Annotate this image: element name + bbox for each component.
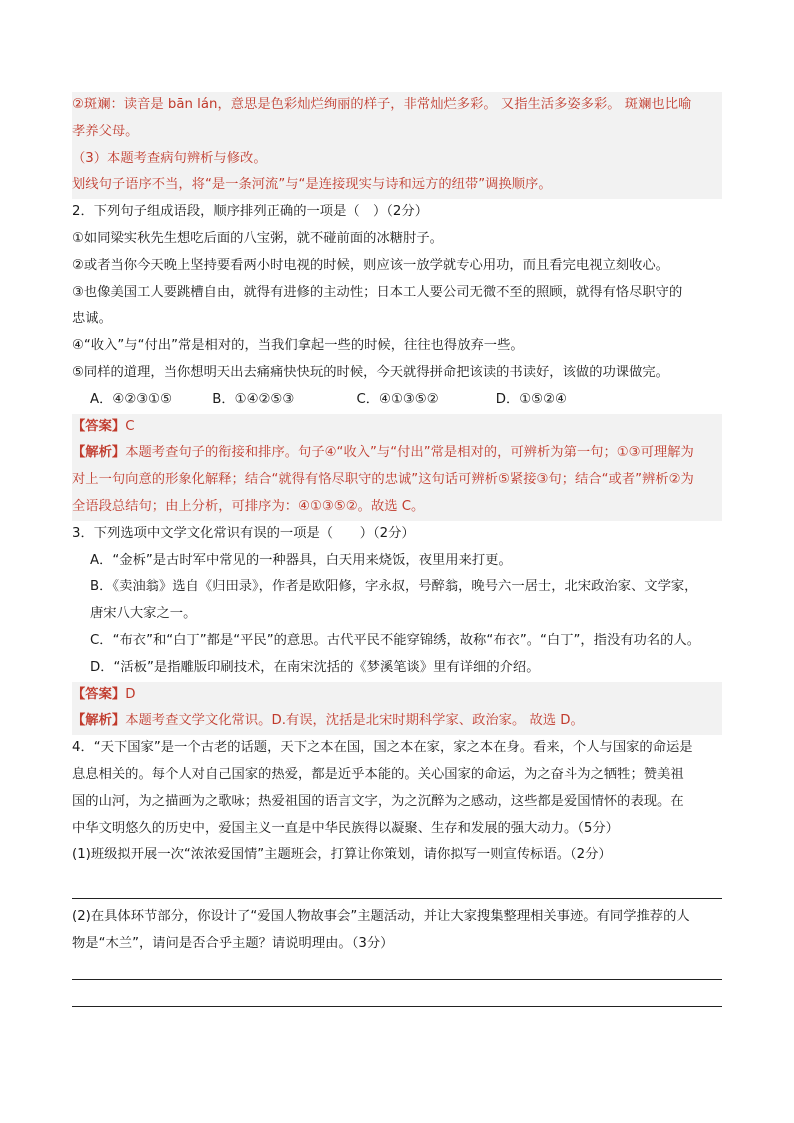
- answer-line-2[interactable]: [72, 979, 722, 980]
- text-line: ②斑斓：读音是 bān lán，意思是色彩灿烂绚丽的样子，非常灿烂多彩。 又指生活多姿多彩。 斑斓也比喻: [72, 97, 692, 112]
- option-d: D．①⑤②④: [495, 391, 567, 407]
- analysis-tag: 【解析】: [72, 445, 126, 461]
- question-2-stem: 2．下列句子组成语段，顺序排列正确的一项是（ ）（2分）: [72, 204, 428, 220]
- sentence-4: ④“收入”与“付出”常是相对的，当我们拿起一些的时候，往往也得放弃一些。: [72, 338, 524, 354]
- answer-line-3[interactable]: [72, 1006, 722, 1007]
- question-4-text: 中华文明悠久的历史中，爱国主义一直是中华民族得以凝聚、生存和发展的强大动力。（5分）: [72, 820, 619, 836]
- answer-line: [72, 682, 722, 709]
- answer-line-1[interactable]: [72, 898, 722, 899]
- text-line: 划线句子语序不当，将“是一条河流”与“是连接现实与诗和远方的纽带”调换顺序。: [72, 177, 552, 193]
- analysis-line: [72, 708, 722, 735]
- answer-tag: 【答案】: [72, 686, 126, 702]
- question-2-options: [72, 387, 722, 414]
- sentence-3: ③也像美国工人要跳槽自由，就得有进修的主动性；日本工人要公司无微不至的照顾，就得有恪尽职守的: [72, 284, 683, 300]
- answer-tag: 【答案】: [72, 418, 126, 434]
- analysis-line: 全语段总结句；由上分析，可排序为：④①③⑤②。故选 C。: [72, 498, 425, 514]
- answer-value: D: [125, 686, 136, 702]
- sub-question-text: 物是“木兰”，请问是否合乎主题？请说明理由。（3分）: [72, 935, 394, 951]
- question-4-sub-2: [72, 904, 722, 958]
- question-4-sub-1: (1)班级拟开展一次“浓浓爱国情”主题班会，打算让你策划，请你拟写一则宣传标语。（2分）: [72, 847, 612, 863]
- sentence-1: ①如同梁实秋先生想吃后面的八宝粥，就不碰前面的冰糖肘子。: [72, 230, 443, 246]
- analysis-line: 对上一句向意的形象化解释；结合“就得有恪尽职守的忠诚”这句话可辨析⑤紧接③句；结合“或者”辨析②为: [72, 472, 694, 488]
- sentence-3-cont: 忠诚。: [72, 311, 112, 327]
- question-3-answer-block: [72, 682, 722, 736]
- analysis-text: 本题考查文学文化常识。D.有误，沈括是北宋时期科学家、政治家。 故选 D。: [125, 713, 584, 729]
- document-page: [72, 92, 722, 869]
- option-b: B．《卖油翁》选自《归田录》，作者是欧阳修，字永叔，号醉翁，晚号六一居士，北宋政治家、文学家，: [90, 579, 698, 595]
- question-4-text: 息息相关的。每个人对自己国家的热爱，都是近乎本能的。关心国家的命运，为之奋斗为之牺牲；赞美祖: [72, 766, 684, 782]
- answer-block-prev: [72, 92, 722, 199]
- option-b: B．①④②⑤③: [212, 391, 295, 407]
- question-4-text: 国的山河，为之描画为之歌咏；热爱祖国的语言文字，为之沉醉为之感动，这些都是爱国情怀的表现。在: [72, 793, 684, 809]
- option-a: A．“金柝”是古时军中常见的一种器具，白天用来烧饭，夜里用来打更。: [90, 552, 512, 568]
- analysis-tag: 【解析】: [72, 713, 126, 729]
- question-4-text: 4．“天下国家”是一个古老的话题，天下之本在国，国之本在家，家之本在身。看来，个人与国家的命运是: [72, 740, 693, 756]
- text-line: （3）本题考查病句辨析与修改。: [72, 150, 267, 166]
- option-d: D．“活板”是指雕版印刷技术，在南宋沈括的《梦溪笔谈》里有详细的介绍。: [90, 659, 540, 675]
- sub-question-text: (2)在具体环节部分，你设计了“爱国人物故事会”主题活动，并让大家搜集整理相关事迹。有同学推荐的人: [72, 909, 690, 924]
- sentence-5: ⑤同样的道理，当你想明天出去痛痛快快玩的时候，今天就得拼命把该读的书读好，该做的功课做完。: [72, 364, 669, 380]
- option-b-cont: 唐宋八大家之一。: [90, 606, 197, 622]
- option-a: A．④②③①⑤: [90, 391, 172, 407]
- text-line: 孝养父母。: [72, 123, 139, 139]
- analysis-line: [72, 440, 722, 467]
- analysis-text: 本题考查句子的衔接和排序。句子④“收入”与“付出”常是相对的，可辨析为第一句；①③可理解为: [125, 445, 694, 461]
- option-c: C．④①③⑤②: [356, 391, 439, 407]
- option-c: C．“布衣”和“白丁”都是“平民”的意思。古代平民不能穿锦绣，故称“布衣”。“白丁”，指没有功名的人。: [90, 632, 701, 648]
- question-2-answer-block: [72, 414, 722, 521]
- question-3-stem: 3．下列选项中文学文化常识有误的一项是（ ）（2分）: [72, 525, 415, 541]
- answer-line: [72, 414, 722, 441]
- answer-value: C: [125, 418, 135, 434]
- sentence-2: ②或者当你今天晚上坚持要看两小时电视的时候，则应该一放学就专心用功，而且看完电视立刻收心。: [72, 257, 669, 273]
